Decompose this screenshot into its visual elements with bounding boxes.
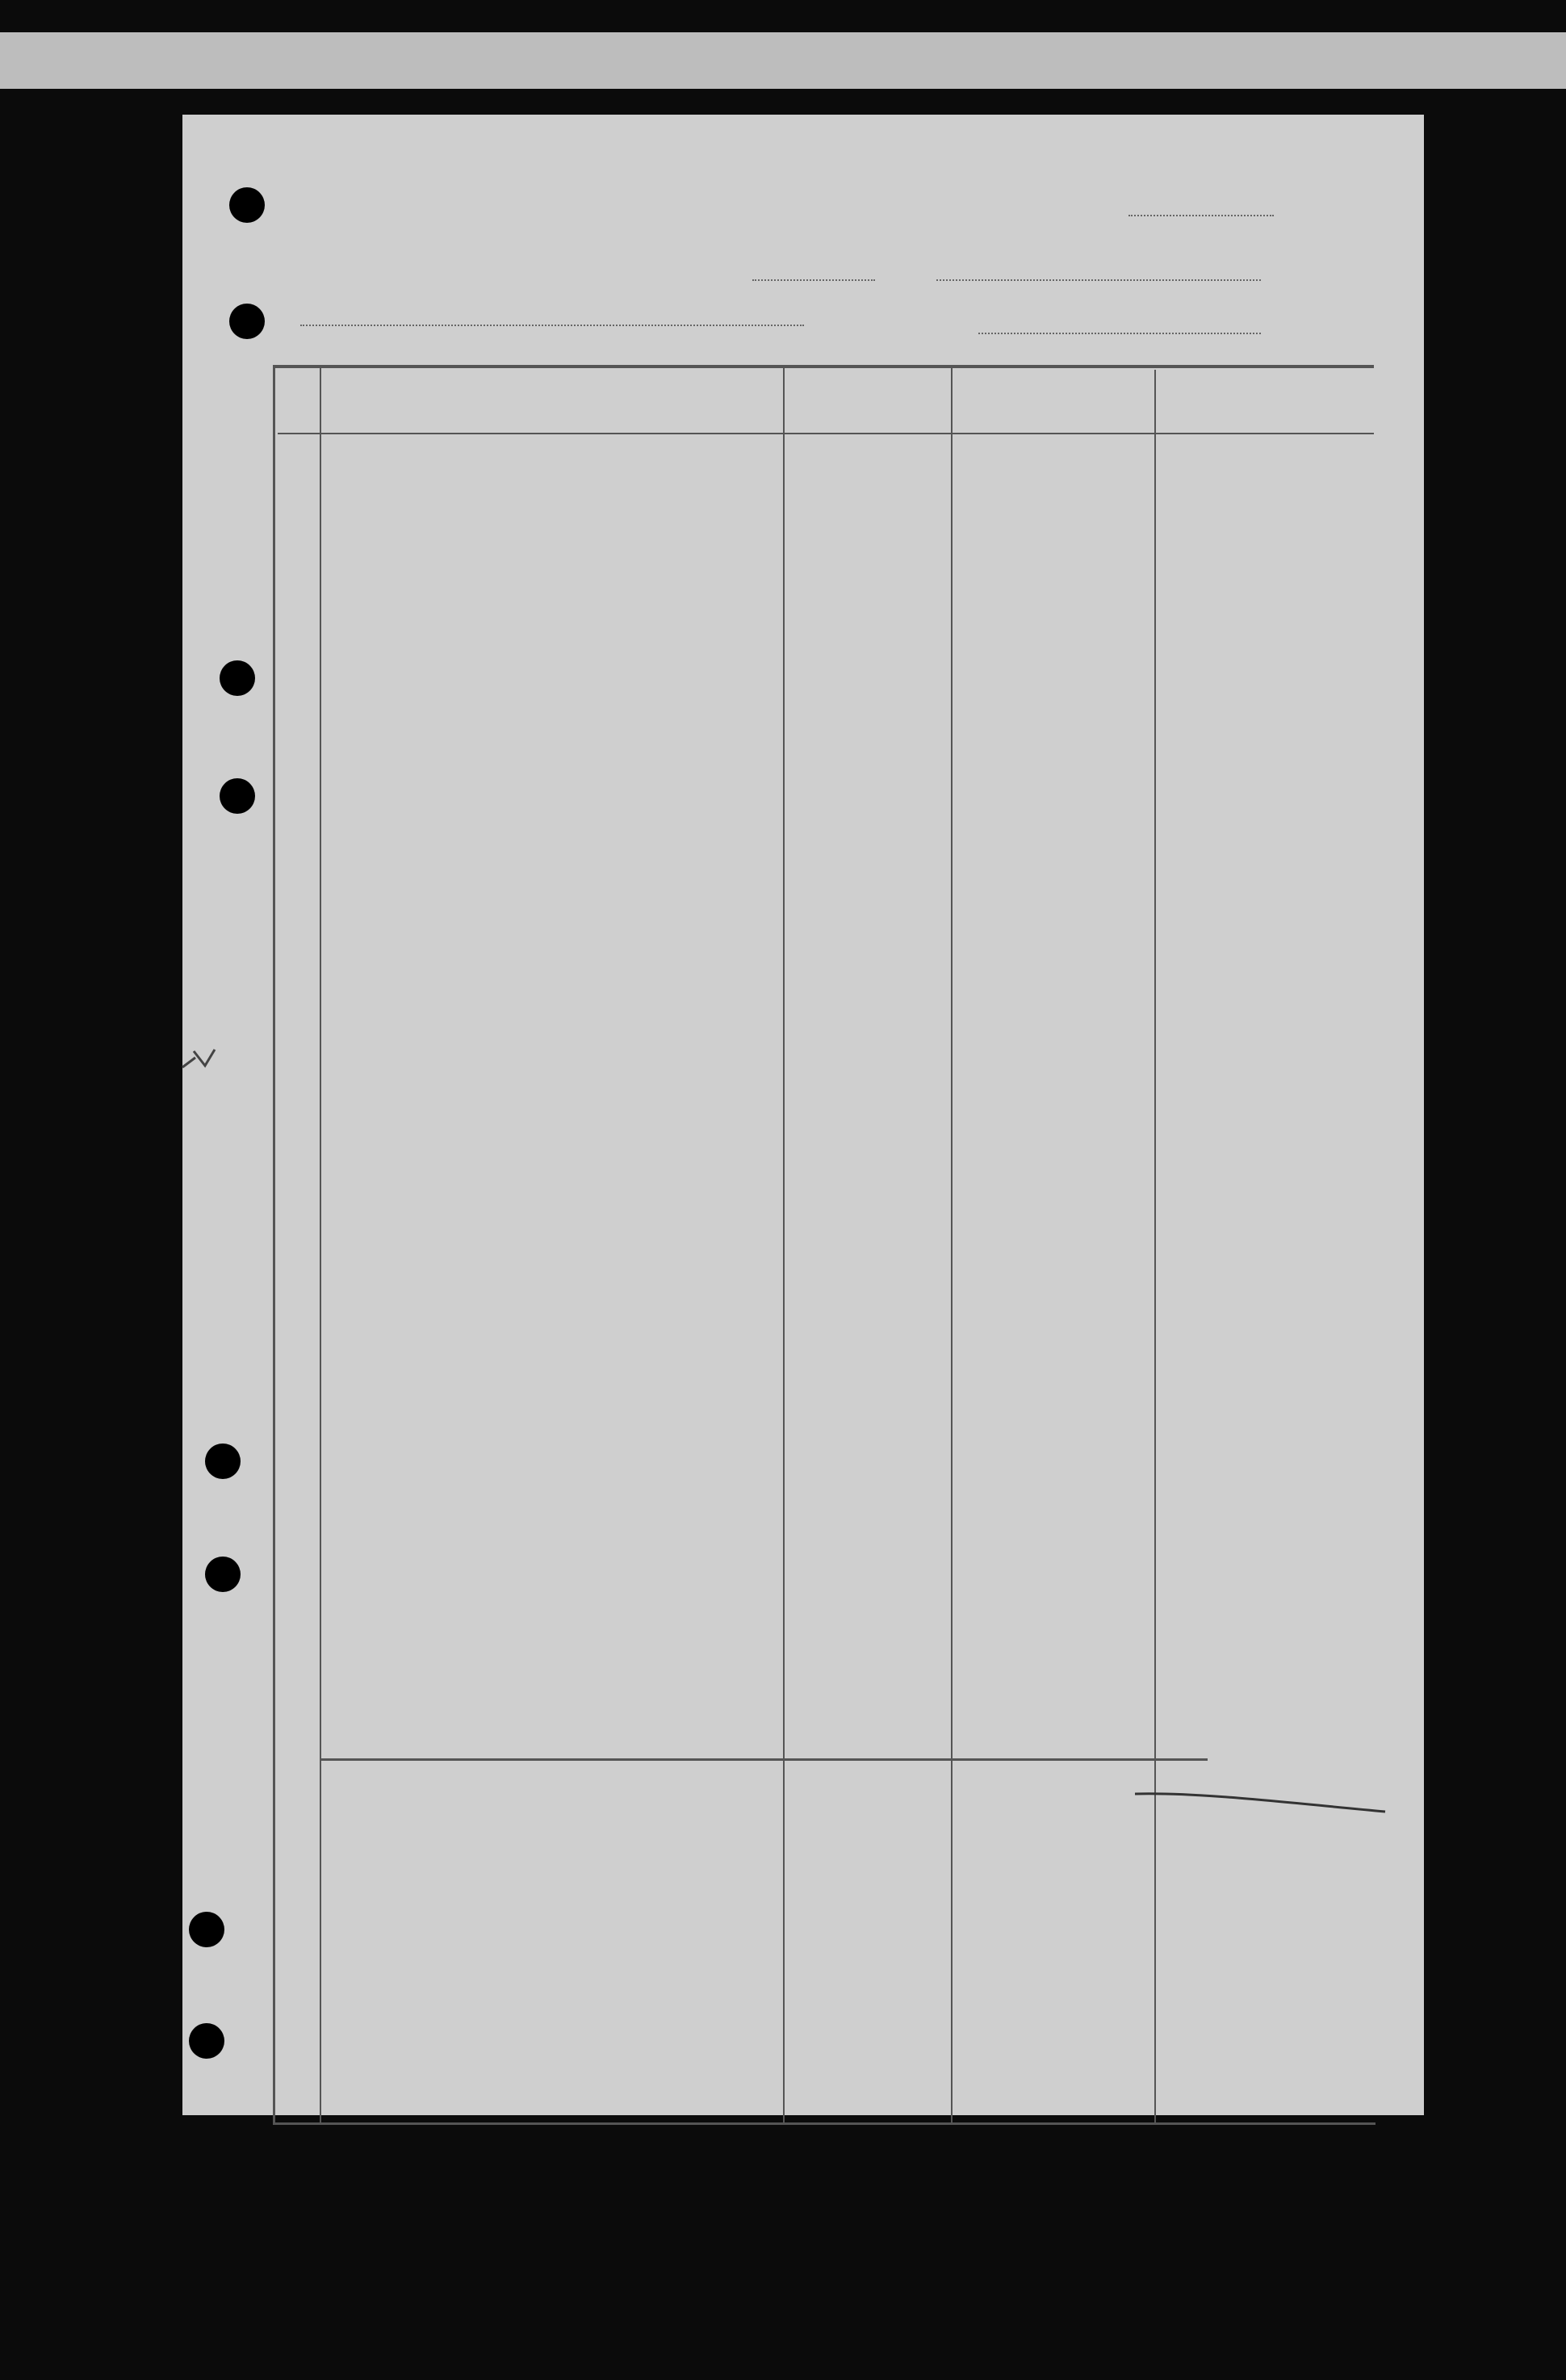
punch-hole [229,187,265,223]
punch-hole [220,778,255,814]
punch-hole [205,1557,241,1592]
punch-hole [189,1912,224,1947]
margin-tick [178,1043,226,1083]
punch-hole [220,660,255,696]
scanner-band [0,32,1566,89]
punch-hole [229,304,265,339]
punch-hole [205,1444,241,1479]
punch-hole [189,2023,224,2059]
manifest-page [182,115,1424,2115]
signature-flourish [1135,1778,1393,1826]
